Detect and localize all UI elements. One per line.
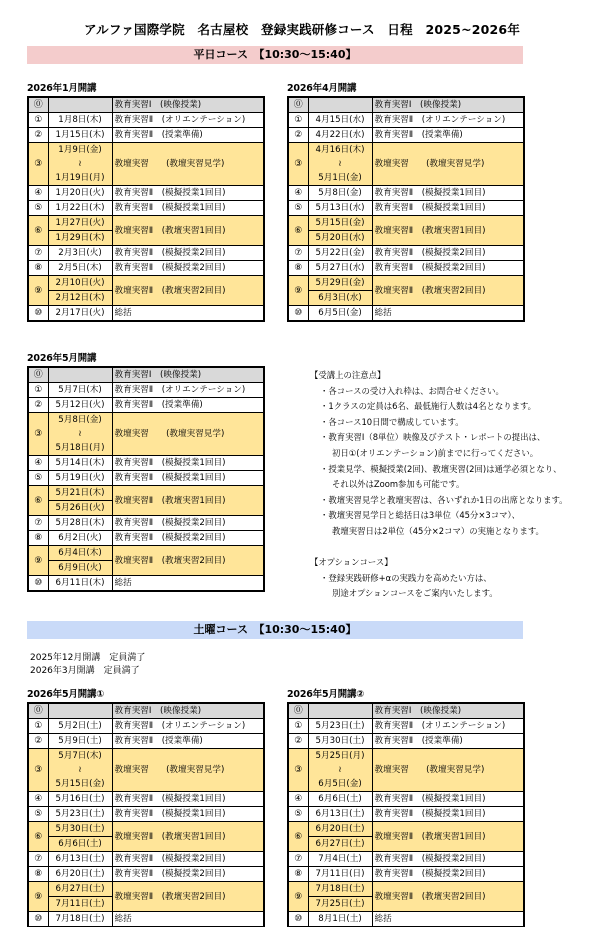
session-date: 1月22日(木): [48, 201, 112, 216]
table-row: [288, 734, 524, 749]
session-number: ⑤: [28, 807, 48, 822]
session-lesson: 教壇実習 (教壇実習見学): [112, 413, 264, 456]
session-date: 2月3日(火): [48, 246, 112, 261]
table-row: [28, 201, 264, 216]
session-date-range: 1月9日(金) ≀ 1月19日(月): [48, 143, 112, 186]
session-lesson: 教育実習Ⅱ (模擬授業2回目): [112, 261, 264, 276]
note-item: 初日①(オリエンテーション)前までに行ってください。: [332, 447, 539, 458]
session-number: ④: [28, 792, 48, 807]
session-lesson: 総括: [112, 576, 264, 592]
session-number: ②: [28, 734, 48, 749]
session-date: 6月20日(土): [308, 822, 372, 837]
table-row: [28, 367, 264, 383]
session-lesson: 教育実習Ⅱ (模擬授業2回目): [112, 531, 264, 546]
session-lesson: 教育実習Ⅱ (オリエンテーション): [112, 383, 264, 398]
session-date: 2月5日(木): [48, 261, 112, 276]
session-date: 6月3日(水): [308, 291, 372, 306]
session-date: 1月20日(火): [48, 186, 112, 201]
session-lesson: 総括: [372, 912, 524, 927]
session-date: 6月27日(土): [48, 882, 112, 897]
table-row: [28, 398, 264, 413]
course-title: 2026年1月開講: [27, 83, 97, 94]
session-date: 7月4日(土): [308, 852, 372, 867]
session-date: 5月2日(土): [48, 719, 112, 734]
session-number: ④: [28, 186, 48, 201]
session-number: ③: [28, 749, 48, 792]
session-lesson: 教育実習Ⅱ (模擬授業1回目): [112, 807, 264, 822]
table-row: [28, 413, 264, 456]
session-lesson: 教育実習Ⅰ (映像授業): [372, 97, 524, 113]
session-date: [308, 97, 372, 113]
table-row: [28, 749, 264, 792]
session-number: ⑦: [288, 852, 308, 867]
table-row: [288, 719, 524, 734]
session-date: 2月12日(木): [48, 291, 112, 306]
session-number: ③: [28, 143, 48, 186]
course-sat2: [287, 688, 525, 927]
note-item: ・教壇実習見学日と総括日は3単位（45分×3コマ）、: [320, 510, 521, 521]
session-lesson: 教育実習Ⅰ (映像授業): [112, 367, 264, 383]
session-number: ⑤: [28, 201, 48, 216]
option-item: ・登録実践研修+αの実践力を高めたい方は、: [320, 572, 492, 583]
session-number: ⑦: [288, 246, 308, 261]
session-date: 6月2日(火): [48, 531, 112, 546]
session-lesson: 教育実習Ⅱ (模擬授業2回目): [112, 867, 264, 882]
session-number: ⑩: [288, 306, 308, 322]
table-row: [28, 97, 264, 113]
table-row: [288, 749, 524, 792]
session-number: ①: [288, 113, 308, 128]
schedule-table: [27, 702, 265, 927]
session-lesson: 教育実習Ⅱ (模擬授業1回目): [372, 807, 524, 822]
session-date: 5月23日(土): [48, 807, 112, 822]
session-lesson: 教育実習Ⅱ (模擬授業1回目): [112, 456, 264, 471]
session-lesson: 教育実習Ⅱ (模擬授業2回目): [372, 867, 524, 882]
schedule-table: [287, 702, 525, 927]
session-date: 5月20日(水): [308, 231, 372, 246]
course-sat1: [27, 688, 265, 927]
course-title: 2026年4月開講: [287, 83, 357, 94]
session-lesson: 総括: [372, 306, 524, 322]
table-row: [288, 201, 524, 216]
session-lesson: 教育実習Ⅱ (模擬授業2回目): [372, 261, 524, 276]
session-number: ⓪: [28, 367, 48, 383]
session-lesson: 教壇実習 (教壇実習見学): [372, 749, 524, 792]
session-date: 5月14日(木): [48, 456, 112, 471]
session-lesson: 教壇実習 (教壇実習見学): [372, 143, 524, 186]
session-date: 5月19日(火): [48, 471, 112, 486]
session-number: ④: [288, 792, 308, 807]
session-date: 5月29日(金): [308, 276, 372, 291]
table-row: [28, 531, 264, 546]
table-row: [28, 516, 264, 531]
session-date: 5月21日(木): [48, 486, 112, 501]
table-row: [288, 97, 524, 113]
saturday-status: [30, 652, 145, 678]
course-title: 2026年5月開講: [27, 353, 97, 364]
table-row: [28, 576, 264, 592]
table-row: [28, 276, 264, 291]
notes-section: [310, 368, 568, 602]
session-date: 5月7日(木): [48, 383, 112, 398]
spacer: [310, 540, 568, 556]
session-lesson: 教育実習Ⅱ (模擬授業2回目): [372, 246, 524, 261]
session-lesson: 教育実習Ⅱ (授業準備): [372, 734, 524, 749]
session-date: 2月10日(火): [48, 276, 112, 291]
table-row: [28, 113, 264, 128]
session-number: ⑨: [28, 882, 48, 912]
session-date: 6月13日(土): [48, 852, 112, 867]
session-number: ②: [28, 398, 48, 413]
session-number: ⑧: [288, 261, 308, 276]
session-number: ⑤: [288, 201, 308, 216]
session-number: ⑩: [28, 912, 48, 927]
note-item: ・授業見学、模擬授業(2回)、教壇実習(2回)は通学必須となり、: [320, 463, 562, 474]
table-row: [288, 306, 524, 322]
note-item: それ以外はZoom参加も可能です。: [332, 479, 465, 490]
session-lesson: 教育実習Ⅱ (模擬授業1回目): [372, 792, 524, 807]
session-lesson: 教壇実習Ⅱ (教壇実習1回目): [372, 216, 524, 246]
session-date: 1月29日(木): [48, 231, 112, 246]
table-row: [28, 792, 264, 807]
session-date: 5月15日(金): [308, 216, 372, 231]
session-number: ⑤: [288, 807, 308, 822]
table-row: [28, 306, 264, 322]
table-row: [288, 912, 524, 927]
table-row: [288, 246, 524, 261]
session-number: ⑥: [28, 216, 48, 246]
table-row: [28, 471, 264, 486]
session-date: [48, 367, 112, 383]
table-row: [28, 456, 264, 471]
note-item: ・教育実習Ⅰ（8単位）映像及びテスト・レポートの提出は、: [320, 432, 546, 443]
session-date: [48, 97, 112, 113]
session-number: ③: [288, 143, 308, 186]
table-row: [28, 186, 264, 201]
note-item: ・各コース10日間で構成しています。: [320, 416, 464, 427]
session-lesson: 教壇実習Ⅱ (教壇実習1回目): [112, 216, 264, 246]
option-item: 別途オプションコースをご案内いたします。: [332, 588, 498, 599]
session-date: 5月8日(金): [308, 186, 372, 201]
table-row: [288, 852, 524, 867]
session-date: 6月13日(土): [308, 807, 372, 822]
session-number: ④: [28, 456, 48, 471]
table-row: [28, 246, 264, 261]
session-date: 6月20日(土): [48, 867, 112, 882]
session-date: 5月30日(土): [308, 734, 372, 749]
session-number: ⑧: [28, 531, 48, 546]
session-number: ②: [288, 128, 308, 143]
session-number: ⑧: [28, 867, 48, 882]
session-lesson: 教壇実習Ⅱ (教壇実習1回目): [112, 822, 264, 852]
note-item: ・1クラスの定員は6名、最低施行人数は4名となります。: [320, 401, 537, 412]
table-row: [28, 822, 264, 837]
table-row: [28, 882, 264, 897]
session-lesson: 教育実習Ⅰ (映像授業): [112, 703, 264, 719]
schedule-table: [287, 96, 525, 322]
session-date: 6月4日(木): [48, 546, 112, 561]
session-date-range: 5月7日(木) ≀ 5月15日(金): [48, 749, 112, 792]
session-date: 1月15日(木): [48, 128, 112, 143]
table-row: [288, 113, 524, 128]
session-lesson: 教育実習Ⅰ (映像授業): [112, 97, 264, 113]
session-lesson: 教育実習Ⅱ (模擬授業1回目): [112, 471, 264, 486]
table-row: [288, 867, 524, 882]
session-number: ⑨: [288, 882, 308, 912]
session-lesson: 教壇実習 (教壇実習見学): [112, 143, 264, 186]
schedule-table: [27, 366, 265, 592]
table-row: [288, 276, 524, 291]
table-row: [288, 261, 524, 276]
session-number: ⑥: [28, 486, 48, 516]
table-row: [28, 216, 264, 231]
session-date: 2月17日(火): [48, 306, 112, 322]
session-date: 5月23日(土): [308, 719, 372, 734]
course-title: 2026年5月開講①: [27, 689, 105, 700]
table-row: [288, 216, 524, 231]
session-date: 7月25日(土): [308, 897, 372, 912]
session-date: 6月6日(土): [48, 837, 112, 852]
session-number: ⑧: [28, 261, 48, 276]
schedule-table: [27, 96, 265, 322]
session-lesson: 教育実習Ⅱ (模擬授業1回目): [112, 792, 264, 807]
weekday-course-band: 平日コース 【10:30〜15:40】: [27, 46, 523, 64]
session-date: 5月27日(水): [308, 261, 372, 276]
session-date: 1月8日(木): [48, 113, 112, 128]
session-number: ③: [28, 413, 48, 456]
session-lesson: 教育実習Ⅱ (オリエンテーション): [372, 719, 524, 734]
session-date: 5月12日(火): [48, 398, 112, 413]
table-row: [288, 128, 524, 143]
session-lesson: 教育実習Ⅱ (模擬授業2回目): [112, 246, 264, 261]
session-number: ⑥: [28, 822, 48, 852]
session-number: ①: [28, 719, 48, 734]
session-lesson: 教育実習Ⅱ (授業準備): [112, 734, 264, 749]
table-row: [28, 486, 264, 501]
session-lesson: 総括: [112, 306, 264, 322]
session-date: 4月15日(水): [308, 113, 372, 128]
session-number: ⓪: [28, 97, 48, 113]
session-lesson: 教育実習Ⅱ (授業準備): [372, 128, 524, 143]
session-lesson: 教壇実習Ⅱ (教壇実習1回目): [372, 822, 524, 852]
session-date: 6月11日(木): [48, 576, 112, 592]
page-title: アルファ国際学院 名古屋校 登録実践研修コース 日程 2025~2026年: [83, 22, 521, 37]
session-lesson: 教壇実習Ⅱ (教壇実習1回目): [112, 486, 264, 516]
notes-heading: 【受講上の注意点】: [310, 370, 386, 380]
session-number: ③: [288, 749, 308, 792]
session-lesson: 教壇実習Ⅱ (教壇実習2回目): [372, 276, 524, 306]
session-date: 4月22日(水): [308, 128, 372, 143]
session-date: 5月28日(木): [48, 516, 112, 531]
session-lesson: 教壇実習Ⅱ (教壇実習2回目): [112, 276, 264, 306]
session-date-range: 4月16日(木) ≀ 5月1日(金): [308, 143, 372, 186]
session-number: ⓪: [28, 703, 48, 719]
session-date: 6月27日(土): [308, 837, 372, 852]
session-date: 5月26日(火): [48, 501, 112, 516]
session-lesson: 教育実習Ⅰ (映像授業): [372, 703, 524, 719]
session-number: ⑧: [288, 867, 308, 882]
session-lesson: 教育実習Ⅱ (模擬授業1回目): [112, 186, 264, 201]
session-number: ⑩: [28, 576, 48, 592]
session-lesson: 教育実習Ⅱ (模擬授業1回目): [372, 186, 524, 201]
table-row: [288, 822, 524, 837]
option-heading: 【オプションコース】: [310, 557, 393, 568]
session-number: ⑥: [288, 822, 308, 852]
table-row: [28, 719, 264, 734]
session-number: ⑩: [288, 912, 308, 927]
session-number: ②: [28, 128, 48, 143]
session-lesson: 教壇実習Ⅱ (教壇実習2回目): [112, 882, 264, 912]
table-row: [28, 867, 264, 882]
table-row: [288, 882, 524, 897]
session-lesson: 教育実習Ⅱ (模擬授業1回目): [372, 201, 524, 216]
session-lesson: 教育実習Ⅱ (模擬授業1回目): [112, 201, 264, 216]
session-lesson: 教育実習Ⅱ (模擬授業2回目): [112, 516, 264, 531]
session-lesson: 総括: [112, 912, 264, 927]
course-title: 2026年5月開講②: [287, 689, 365, 700]
session-date-range: 5月8日(金) ≀ 5月18日(月): [48, 413, 112, 456]
table-row: [28, 734, 264, 749]
session-date: 6月5日(金): [308, 306, 372, 322]
session-lesson: 教育実習Ⅱ (オリエンテーション): [372, 113, 524, 128]
session-date: 1月27日(火): [48, 216, 112, 231]
table-row: [288, 186, 524, 201]
table-row: [28, 912, 264, 927]
session-date: [48, 703, 112, 719]
table-row: [28, 261, 264, 276]
session-lesson: 教育実習Ⅱ (オリエンテーション): [112, 113, 264, 128]
session-number: ①: [28, 383, 48, 398]
session-lesson: 教壇実習 (教壇実習見学): [112, 749, 264, 792]
session-date: 7月18日(土): [308, 882, 372, 897]
course-may: [27, 352, 265, 592]
session-number: ④: [288, 186, 308, 201]
table-row: [28, 143, 264, 186]
session-date: 7月18日(土): [48, 912, 112, 927]
note-item: 教壇実習日は2単位（45分×2コマ）の実施となります。: [332, 525, 544, 536]
table-row: [288, 792, 524, 807]
session-date: 6月6日(土): [308, 792, 372, 807]
table-row: [28, 546, 264, 561]
status-line: 2025年12月開講 定員満了: [30, 653, 146, 663]
session-lesson: 教育実習Ⅱ (授業準備): [112, 398, 264, 413]
session-number: ①: [288, 719, 308, 734]
table-row: [288, 703, 524, 719]
session-date: 5月16日(土): [48, 792, 112, 807]
session-lesson: 教壇実習Ⅱ (教壇実習2回目): [112, 546, 264, 576]
session-lesson: 教育実習Ⅱ (授業準備): [112, 128, 264, 143]
session-lesson: 教育実習Ⅱ (模擬授業2回目): [372, 852, 524, 867]
session-number: ⑨: [28, 276, 48, 306]
session-number: ⑨: [28, 546, 48, 576]
table-row: [28, 852, 264, 867]
session-lesson: 教壇実習Ⅱ (教壇実習2回目): [372, 882, 524, 912]
session-number: ⑦: [28, 852, 48, 867]
course-apr: [287, 82, 525, 322]
session-lesson: 教育実習Ⅱ (模擬授業2回目): [112, 852, 264, 867]
session-date: [308, 703, 372, 719]
table-row: [28, 128, 264, 143]
saturday-course-band: 土曜コース 【10:30〜15:40】: [27, 621, 523, 639]
table-row: [288, 143, 524, 186]
session-date: 7月11日(日): [308, 867, 372, 882]
table-row: [288, 807, 524, 822]
session-date: 5月22日(金): [308, 246, 372, 261]
session-date: 5月30日(土): [48, 822, 112, 837]
session-number: ⑥: [288, 216, 308, 246]
session-number: ⑨: [288, 276, 308, 306]
session-number: ⑦: [28, 246, 48, 261]
session-lesson: 教育実習Ⅱ (オリエンテーション): [112, 719, 264, 734]
session-date: 5月9日(土): [48, 734, 112, 749]
session-number: ⑩: [28, 306, 48, 322]
session-number: ⑤: [28, 471, 48, 486]
session-number: ⓪: [288, 97, 308, 113]
note-item: ・各コースの受け入れ枠は、お問合せください。: [320, 385, 504, 396]
session-number: ⑦: [28, 516, 48, 531]
status-line: 2026年3月開講 定員満了: [30, 666, 140, 676]
session-date: 7月11日(土): [48, 897, 112, 912]
session-date-range: 5月25日(月) ≀ 6月5日(金): [308, 749, 372, 792]
session-number: ⓪: [288, 703, 308, 719]
course-jan: [27, 82, 265, 322]
session-date: 8月1日(土): [308, 912, 372, 927]
table-row: [28, 703, 264, 719]
table-row: [28, 807, 264, 822]
session-number: ①: [28, 113, 48, 128]
table-row: [28, 383, 264, 398]
session-number: ②: [288, 734, 308, 749]
note-item: ・教壇実習見学と教壇実習は、各いずれか1日の出席となります。: [320, 494, 568, 505]
session-date: 6月9日(火): [48, 561, 112, 576]
session-date: 5月13日(水): [308, 201, 372, 216]
